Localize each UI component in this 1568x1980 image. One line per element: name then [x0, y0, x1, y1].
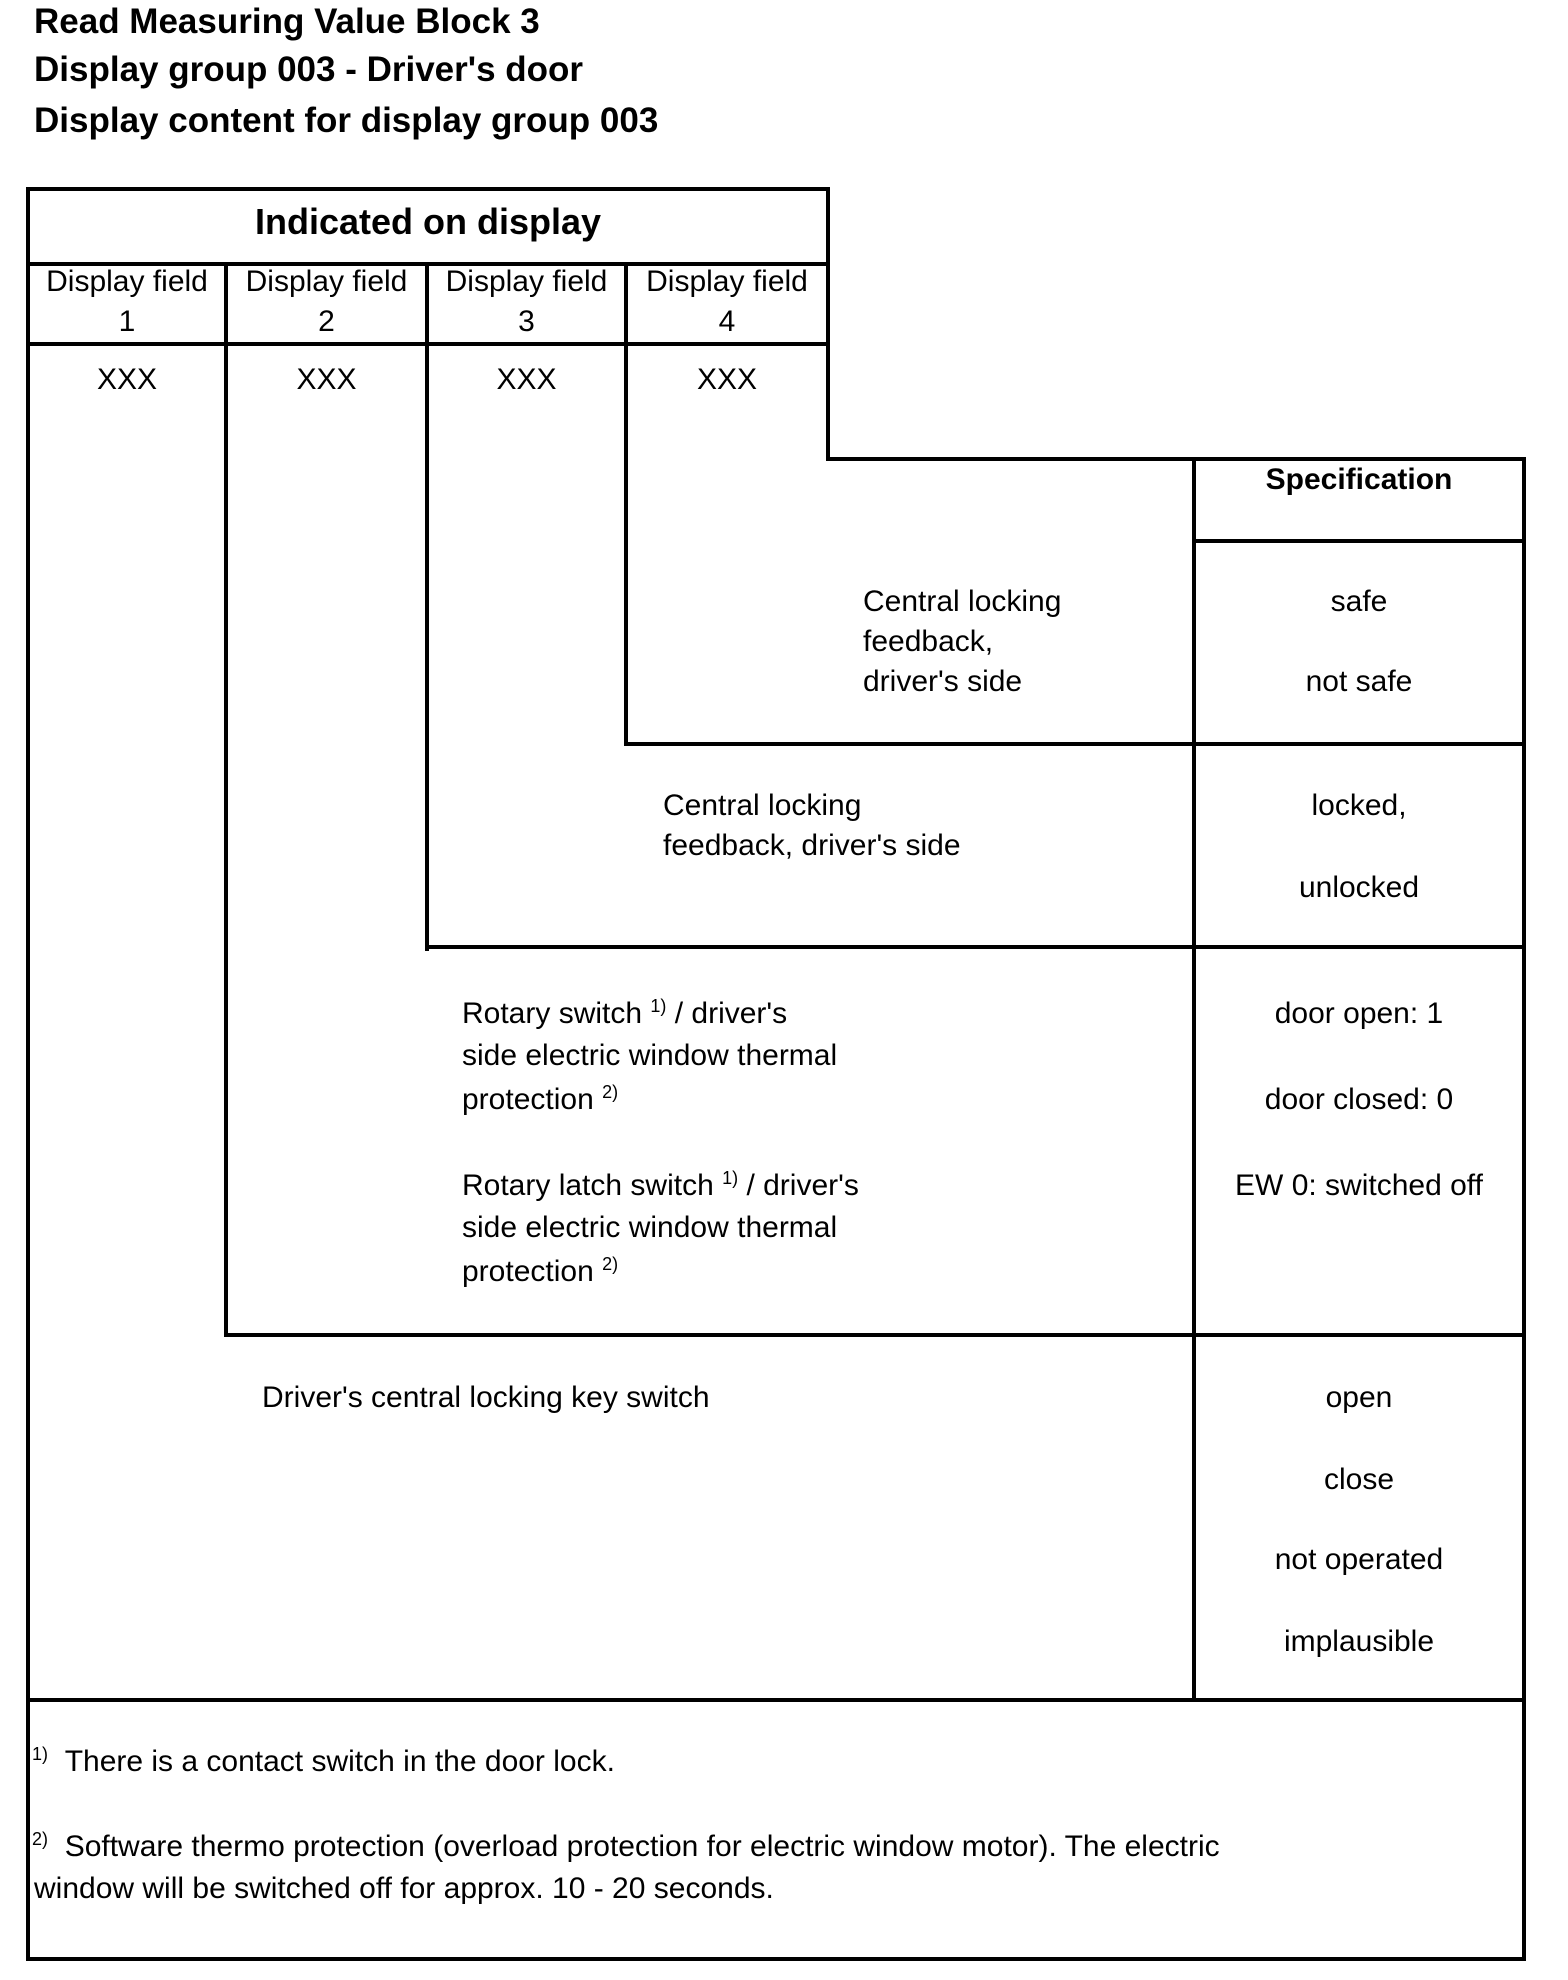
- field2-spec-3: EW 0: switched off: [1235, 1169, 1483, 1202]
- field2-desc2-line2: side electric window thermal: [462, 1211, 838, 1244]
- footnote-2-line1: $^{2)}$ Software thermo protection (overload protection for electric window motor). The electric: [32, 1829, 1220, 1863]
- field1-spec-2: close: [1323, 1463, 1395, 1496]
- display-field-4-value: XXX: [696, 363, 758, 396]
- field3-spec-1: locked,: [1311, 789, 1407, 822]
- field4-spec-1: safe: [1330, 585, 1388, 618]
- field4-desc-line1: Central locking: [863, 585, 1062, 618]
- field2-desc2-line1: Rotary latch switch $^{1)}$ / driver's: [462, 1168, 859, 1202]
- display-field-1-label: Display field: [46, 265, 208, 298]
- field1-desc: Driver's central locking key switch: [262, 1381, 710, 1414]
- field4-spec-2: not safe: [1305, 665, 1413, 698]
- indicated-on-display-header: Indicated on display: [254, 201, 602, 242]
- specification-header: Specification: [1265, 463, 1453, 496]
- field4-desc-line2: feedback,: [863, 625, 994, 658]
- display-field-3-number: 3: [518, 305, 535, 338]
- field3-spec-2: unlocked: [1298, 871, 1420, 904]
- field4-desc-line3: driver's side: [863, 665, 1023, 698]
- field2-desc2-line3: protection $^{2)}$: [462, 1254, 619, 1288]
- display-field-2-label: Display field: [245, 265, 408, 298]
- display-field-1-number: 1: [118, 305, 136, 338]
- footnote-1: $^{1)}$ There is a contact switch in the door lock.: [32, 1744, 615, 1778]
- title-line-2: Display group 003 - Driver's door: [34, 50, 584, 89]
- field3-desc-line1: Central locking: [663, 789, 862, 822]
- display-field-1-value: XXX: [96, 363, 158, 396]
- display-field-4-label: Display field: [646, 265, 808, 298]
- field1-spec-3: not operated: [1274, 1543, 1444, 1576]
- field2-spec-2: door closed: 0: [1264, 1083, 1454, 1116]
- field1-spec-4: implausible: [1283, 1625, 1435, 1658]
- field3-desc-line2: feedback, driver's side: [663, 829, 961, 862]
- display-field-3-value: XXX: [496, 363, 557, 396]
- field1-spec-1: open: [1325, 1381, 1393, 1414]
- display-field-4-number: 4: [718, 305, 736, 338]
- field2-spec-1: door open: 1: [1274, 997, 1444, 1030]
- display-field-2-number: 2: [318, 305, 335, 338]
- field2-desc1-line1: Rotary switch $^{1)}$ / driver's: [462, 996, 788, 1030]
- title-line-3: Display content for display group 003: [34, 101, 659, 140]
- display-field-2-value: XXX: [296, 363, 357, 396]
- display-field-3-label: Display field: [445, 265, 608, 298]
- field2-desc1-line3: protection $^{2)}$: [462, 1082, 619, 1116]
- field2-desc1-line2: side electric window thermal: [462, 1039, 838, 1072]
- footnote-2-line2: window will be switched off for approx. 10 - 20 seconds.: [34, 1872, 774, 1905]
- title-line-1: Read Measuring Value Block 3: [34, 2, 540, 41]
